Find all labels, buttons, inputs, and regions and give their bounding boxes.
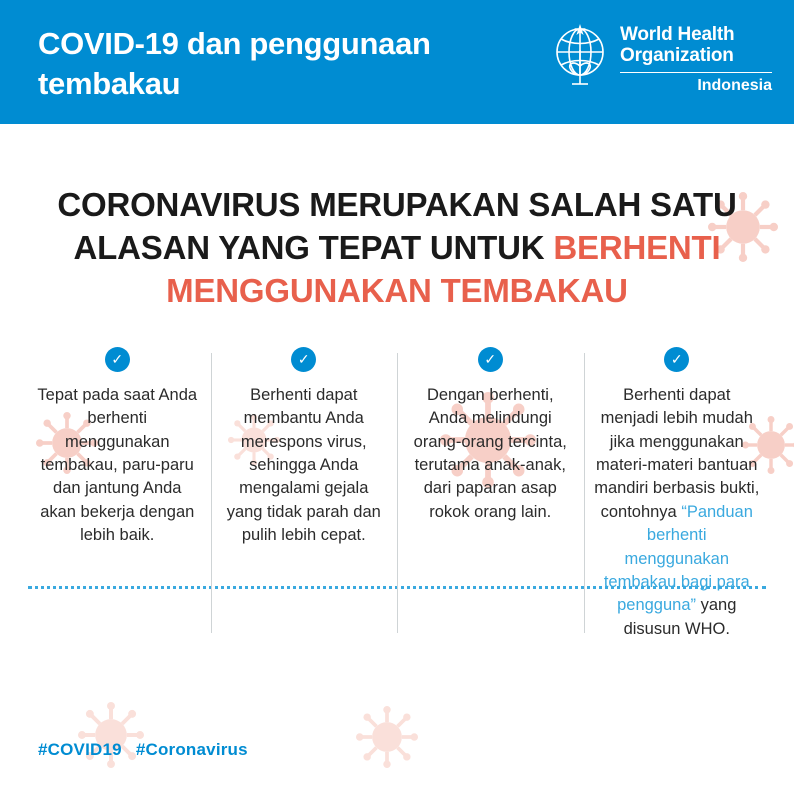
check-icon: ✓: [478, 347, 503, 372]
benefit-column-2: [211, 347, 398, 642]
benefit-column-1: [24, 347, 211, 642]
benefit-text-2: Berhenti dapat membantu Anda merespons virus, sehingga Anda mengalami gejala yang tidak parah dan pulih lebih cepat.: [226, 385, 381, 545]
benefit-text-4: [594, 384, 761, 642]
headline-text-main: CORONAVIRUS MERUPAKAN SALAH SATU ALASAN YANG TEPAT UNTUK: [57, 186, 737, 266]
who-name-line2: Organization: [620, 45, 734, 67]
benefit-column-3: [397, 347, 584, 642]
column-divider: [211, 353, 212, 633]
headline: [0, 124, 794, 313]
column-divider: [397, 353, 398, 633]
check-icon: ✓: [291, 347, 316, 372]
content-area: [0, 124, 794, 794]
benefit-text-3: Dengan berhenti, Anda melindungi orang-orang tercinta, terutama anak-anak, dari paparan asap rokok orang lain.: [413, 385, 567, 521]
logo-divider: [620, 72, 772, 73]
check-icon: ✓: [664, 347, 689, 372]
who-emblem-icon: [550, 22, 610, 86]
benefit-text-4-before: Berhenti dapat menjadi lebih mudah jika menggunakan materi-materi bantuan mandiri berbasis bukti, contohnya: [594, 385, 760, 521]
who-name-line1: World Health: [620, 24, 735, 45]
who-logo-text: [620, 22, 772, 95]
virus-decoration-icon: [356, 706, 418, 768]
benefit-columns: [0, 347, 794, 642]
benefit-column-4: [584, 347, 771, 642]
column-divider: [584, 353, 585, 633]
hashtags: [38, 740, 262, 760]
page-title: COVID-19 dan penggunaan tembakau: [38, 26, 431, 101]
benefit-text-1: Tepat pada saat Anda berhenti menggunakan tembakau, paru-paru dan jantung Anda akan bekerja dengan lebih baik.: [37, 385, 198, 545]
who-logo: [550, 18, 772, 95]
check-icon: ✓: [105, 347, 130, 372]
hashtag-covid19: #COVID19: [38, 740, 122, 759]
who-guide-title: “Panduan berhenti menggunakan tembakau bagi para pengguna”: [603, 502, 753, 615]
header-banner: [0, 0, 794, 124]
headline-text-accent: BERHENTI MENGGUNAKAN TEMBAKAU: [166, 228, 721, 309]
benefit-text-4-after: yang disusun WHO.: [623, 596, 737, 638]
who-country-label: Indonesia: [697, 76, 772, 94]
hashtag-coronavirus: #Coronavirus: [135, 740, 248, 759]
